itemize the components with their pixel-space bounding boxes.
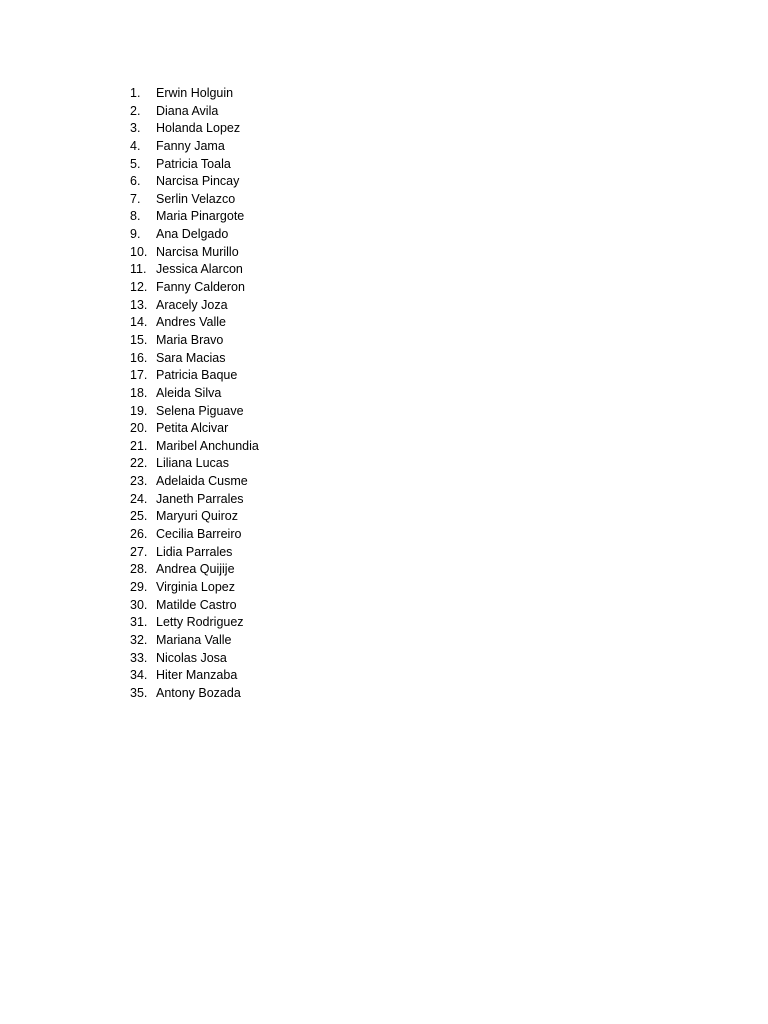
list-item-number: 4. <box>130 138 141 153</box>
list-item-name: Fanny Calderon <box>156 280 245 295</box>
list-item <box>130 191 259 209</box>
list-item <box>130 350 259 368</box>
list-item <box>130 226 259 244</box>
list-item-name: Fanny Jama <box>156 138 225 153</box>
list-item <box>130 103 259 121</box>
list-item-name: Hiter Manzaba <box>156 668 238 683</box>
list-item-name: Lidia Parrales <box>156 544 233 559</box>
list-item-name: Petita Alcivar <box>156 421 229 436</box>
list-item <box>130 491 259 509</box>
list-item-name: Maribel Anchundia <box>156 438 259 453</box>
list-item-number: 35. <box>130 685 148 700</box>
list-item <box>130 385 259 403</box>
list-item-number: 9. <box>130 227 141 242</box>
list-item <box>130 420 259 438</box>
list-item-name: Aleida Silva <box>156 385 222 400</box>
list-item-name: Andrea Quijije <box>156 562 235 577</box>
list-item <box>130 208 259 226</box>
list-item <box>130 156 259 174</box>
list-item-name: Ana Delgado <box>156 227 229 242</box>
list-item <box>130 403 259 421</box>
list-item <box>130 332 259 350</box>
list-item <box>130 261 259 279</box>
list-item <box>130 579 259 597</box>
list-item-number: 2. <box>130 103 141 118</box>
list-item-number: 11. <box>130 262 147 277</box>
list-item-number: 12. <box>130 280 148 295</box>
list-item <box>130 597 259 615</box>
list-item-name: Sara Macias <box>156 350 226 365</box>
list-item <box>130 544 259 562</box>
list-item-number: 34. <box>130 668 148 683</box>
list-item-name: Virginia Lopez <box>156 579 235 594</box>
list-item-name: Letty Rodriguez <box>156 615 244 630</box>
list-item-name: Maryuri Quiroz <box>156 509 238 524</box>
list-item-number: 17. <box>130 368 148 383</box>
list-item <box>130 685 259 703</box>
list-item-number: 33. <box>130 650 148 665</box>
list-item <box>130 173 259 191</box>
list-item-number: 3. <box>130 121 141 136</box>
list-item <box>130 561 259 579</box>
list-item-number: 22. <box>130 456 148 471</box>
list-item <box>130 244 259 262</box>
list-item <box>130 367 259 385</box>
list-item-number: 21. <box>130 438 148 453</box>
list-item <box>130 650 259 668</box>
list-item-name: Jessica Alarcon <box>156 262 243 277</box>
list-item-name: Maria Bravo <box>156 332 224 347</box>
list-item-number: 6. <box>130 174 141 189</box>
list-item-number: 32. <box>130 632 148 647</box>
list-item-number: 23. <box>130 474 148 489</box>
list-item-number: 31. <box>130 615 148 630</box>
list-item-number: 1. <box>130 86 141 100</box>
list-item-name: Andres Valle <box>156 315 226 330</box>
list-item-number: 16. <box>130 350 148 365</box>
list-item <box>130 473 259 491</box>
list-item-name: Aracely Joza <box>156 297 228 312</box>
list-item-number: 25. <box>130 509 148 524</box>
list-item-name: Matilde Castro <box>156 597 237 612</box>
list-item-number: 30. <box>130 597 148 612</box>
list-item <box>130 138 259 156</box>
list-item <box>130 438 259 456</box>
list-item <box>130 279 259 297</box>
list-item-name: Janeth Parrales <box>156 491 244 506</box>
list-item-name: Adelaida Cusme <box>156 474 248 489</box>
list-item-name: Holanda Lopez <box>156 121 241 136</box>
list-item-name: Serlin Velazco <box>156 191 236 206</box>
list-item-name: Cecilia Barreiro <box>156 527 242 542</box>
list-item-number: 28. <box>130 562 148 577</box>
list-item-number: 29. <box>130 579 148 594</box>
list-item-number: 26. <box>130 527 148 542</box>
list-item <box>130 667 259 685</box>
list-item <box>130 526 259 544</box>
list-item <box>130 455 259 473</box>
list-item-number: 5. <box>130 156 141 171</box>
list-item-name: Diana Avila <box>156 103 219 118</box>
list-item-name: Liliana Lucas <box>156 456 229 471</box>
list-item-number: 20. <box>130 421 148 436</box>
list-item-name: Patricia Baque <box>156 368 238 383</box>
list-item-number: 10. <box>130 244 148 259</box>
list-item <box>130 85 259 103</box>
list-item-name: Erwin Holguin <box>156 86 234 100</box>
list-item-number: 24. <box>130 491 148 506</box>
list-item <box>130 614 259 632</box>
list-item-number: 8. <box>130 209 141 224</box>
list-item <box>130 508 259 526</box>
list-item-number: 13. <box>130 297 148 312</box>
list-item <box>130 314 259 332</box>
list-item-number: 14. <box>130 315 148 330</box>
list-item-name: Patricia Toala <box>156 156 231 171</box>
list-item-number: 7. <box>130 191 141 206</box>
list-item-name: Mariana Valle <box>156 632 232 647</box>
list-item-name: Selena Piguave <box>156 403 244 418</box>
list-item-number: 15. <box>130 332 148 347</box>
list-item-number: 19. <box>130 403 148 418</box>
list-item-number: 27. <box>130 544 148 559</box>
name-list <box>130 85 259 702</box>
list-item-name: Maria Pinargote <box>156 209 245 224</box>
list-item-number: 18. <box>130 385 148 400</box>
list-item-name: Nicolas Josa <box>156 650 227 665</box>
list-item <box>130 297 259 315</box>
list-item-name: Narcisa Pincay <box>156 174 240 189</box>
list-item-name: Narcisa Murillo <box>156 244 239 259</box>
list-item-name: Antony Bozada <box>156 685 241 700</box>
list-item <box>130 120 259 138</box>
list-item <box>130 632 259 650</box>
